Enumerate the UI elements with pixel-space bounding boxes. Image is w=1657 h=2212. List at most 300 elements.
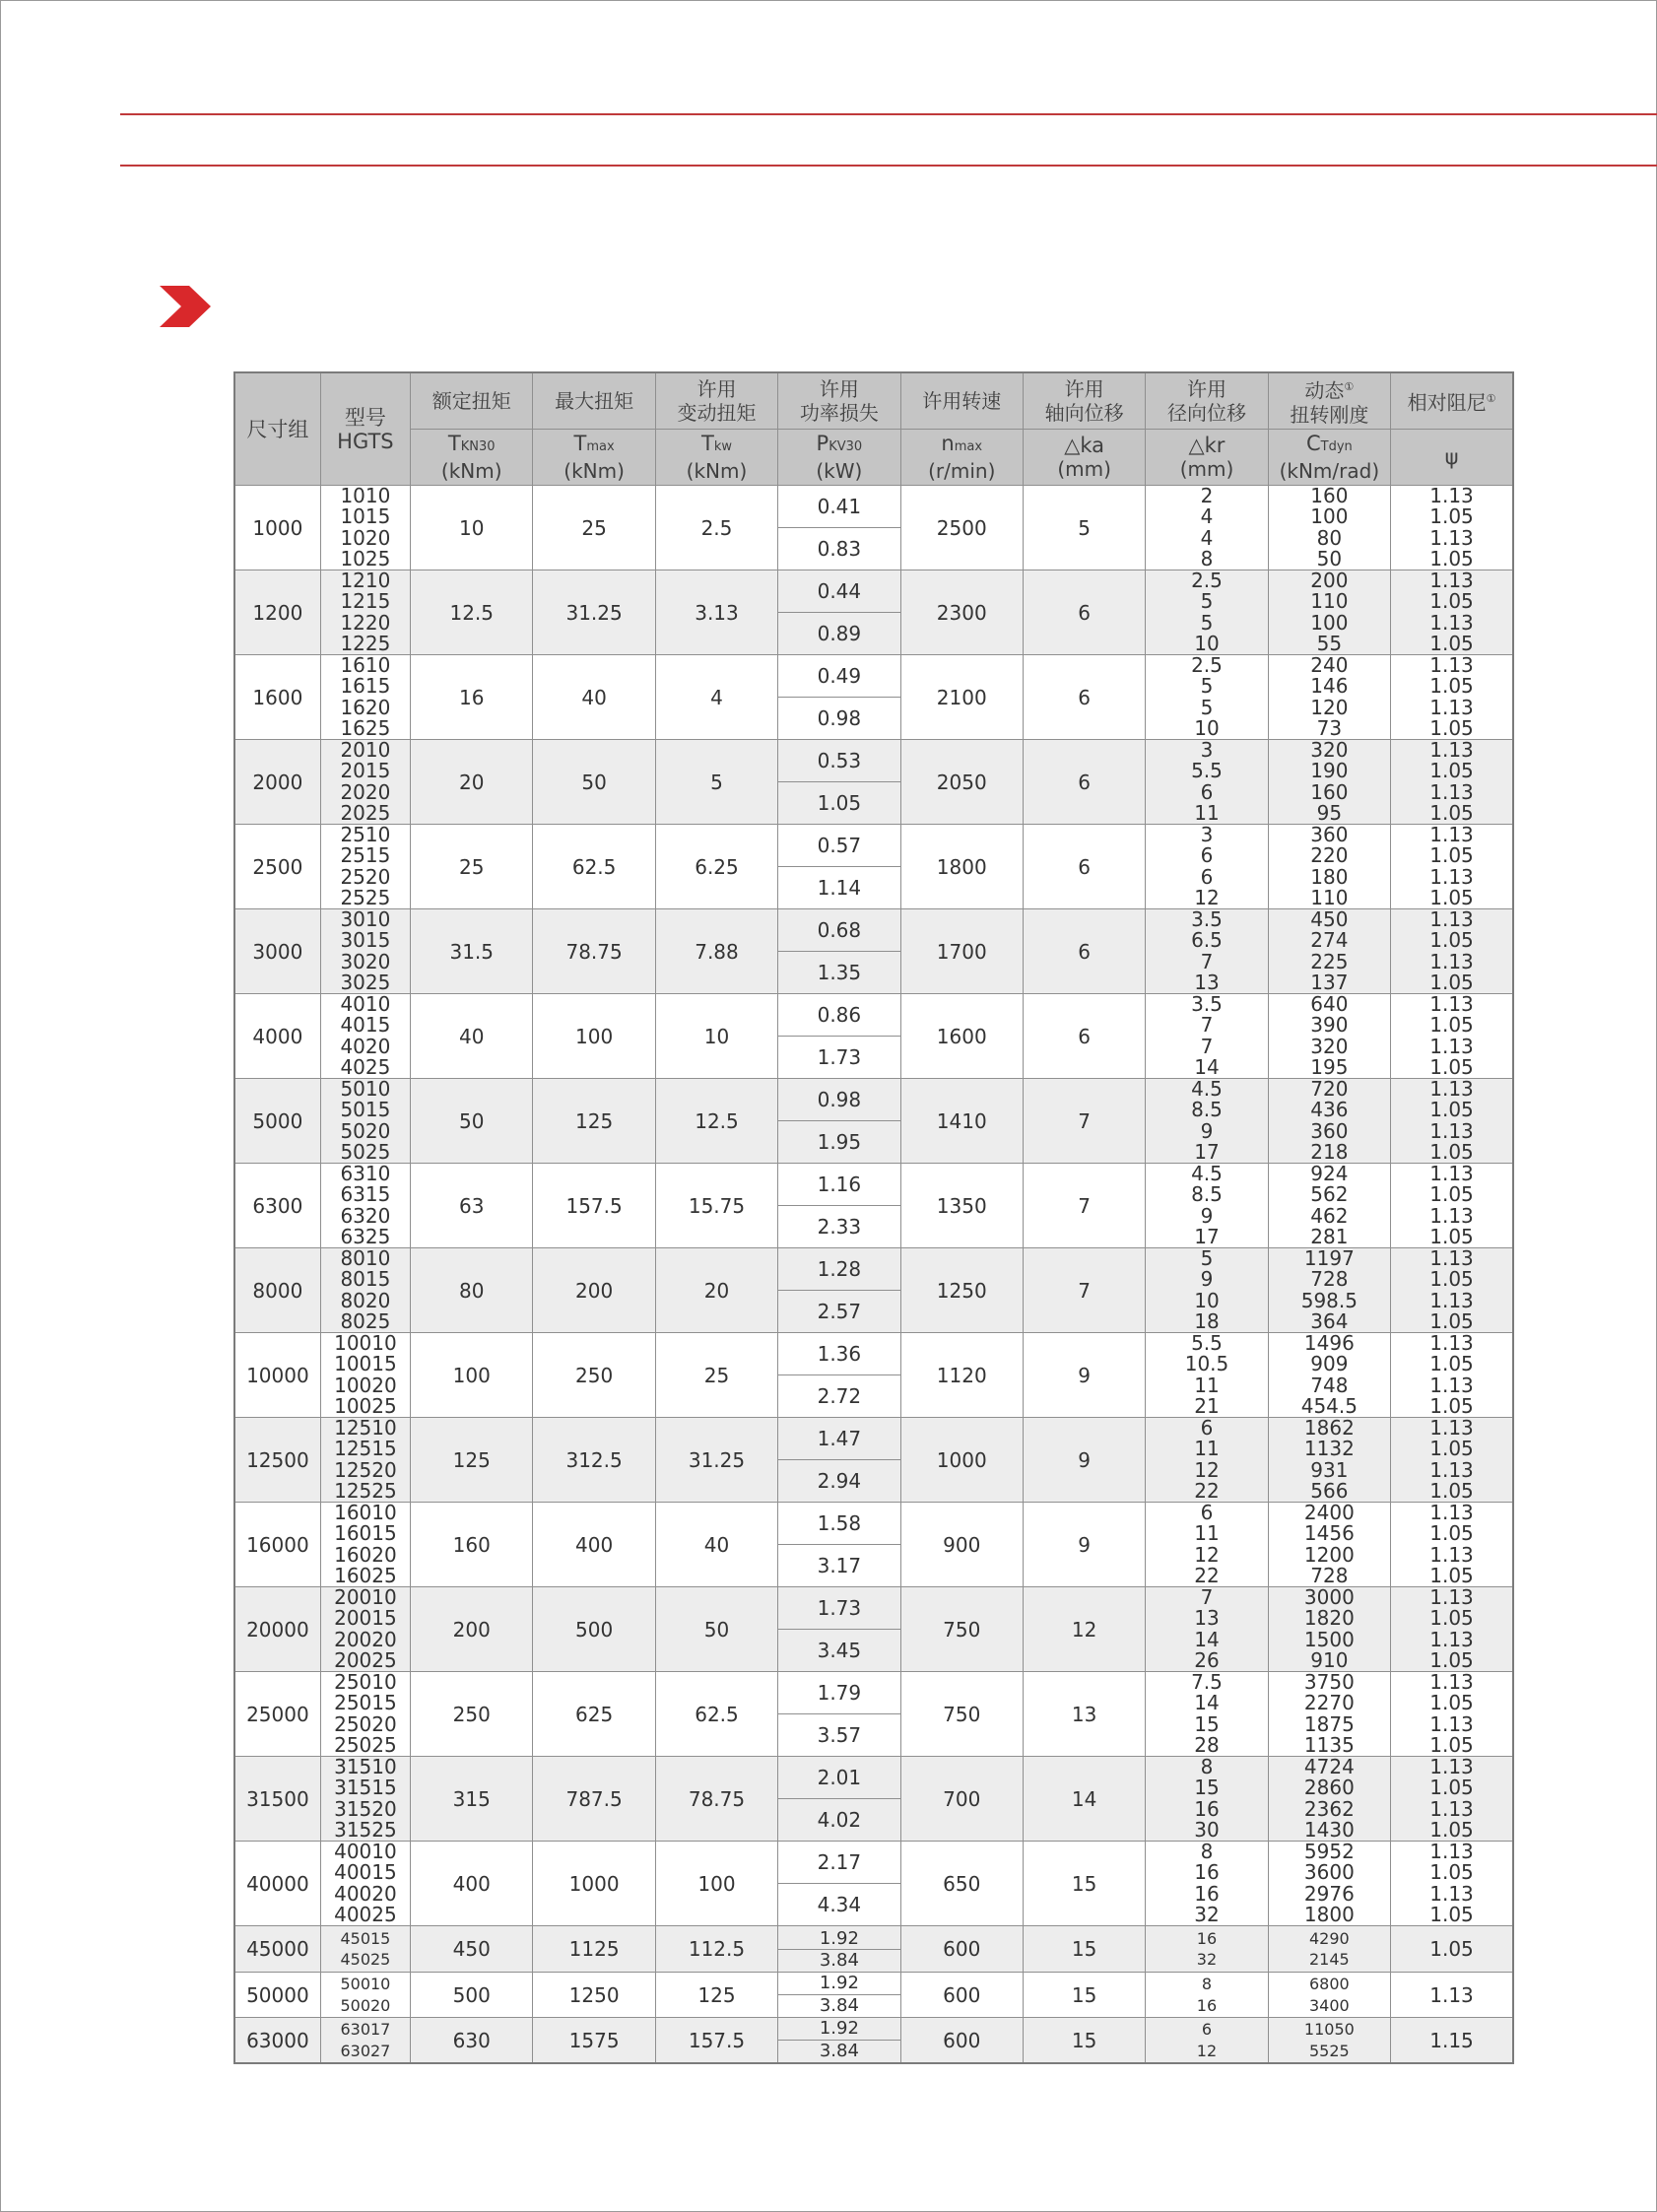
stiffness-cell	[1268, 1842, 1390, 1926]
power-loss-cell	[778, 994, 900, 1079]
axial-cell: 6	[1023, 655, 1145, 740]
max-torque-cell: 312.5	[533, 1418, 655, 1503]
model-cell-line: 1220	[340, 610, 391, 635]
radial-cell-line: 13	[1194, 970, 1220, 994]
power-loss-value: 1.79	[778, 1672, 899, 1714]
damping-cell-line: 1.13	[1429, 1163, 1474, 1185]
radial-cell-line: 8	[1200, 546, 1214, 570]
damping-cell	[1391, 1164, 1513, 1248]
model-cell-line: 16020	[334, 1542, 397, 1567]
size-group-cell: 10000	[234, 1333, 320, 1418]
unit-alt: Tkw (kNm)	[655, 430, 777, 486]
speed-cell: 1800	[900, 825, 1023, 909]
damping-cell-line: 1.13	[1429, 610, 1474, 635]
radial-cell-line: 32	[1194, 1902, 1220, 1926]
stiffness-cell-line: 454.5	[1300, 1393, 1358, 1418]
model-cell-line: 12525	[334, 1478, 397, 1503]
damping-cell	[1391, 1587, 1513, 1672]
size-group-cell: 2500	[234, 825, 320, 909]
unit-stiffness: CTdyn (kNm/rad)	[1268, 430, 1390, 486]
unit-damping: ψ	[1391, 430, 1513, 486]
radial-cell-line: 3	[1200, 824, 1214, 846]
damping-cell: 1.15	[1391, 2018, 1513, 2064]
model-cell	[320, 1926, 410, 1973]
stiffness-cell-line: 225	[1310, 949, 1349, 973]
radial-cell-line: 7	[1200, 1013, 1214, 1038]
damping-cell	[1391, 655, 1513, 740]
alt-torque-cell: 7.88	[655, 909, 777, 994]
radial-cell-line: 15	[1194, 1711, 1220, 1736]
speed-cell: 1250	[900, 1248, 1023, 1333]
speed-cell: 1600	[900, 994, 1023, 1079]
model-cell-line: 20025	[334, 1647, 397, 1672]
size-group-cell: 2000	[234, 740, 320, 825]
table-row	[234, 1418, 1513, 1503]
power-loss-cell	[778, 740, 900, 825]
stiffness-cell-line: 160	[1310, 779, 1349, 804]
model-cell-line: 1625	[340, 715, 391, 740]
damping-cell-line: 1.13	[1429, 1034, 1474, 1058]
power-loss-value: 0.89	[817, 622, 862, 645]
model-cell-line: 1225	[340, 631, 391, 655]
damping-cell-line: 1.13	[1429, 908, 1474, 931]
power-loss-cell	[778, 1164, 900, 1248]
stiffness-cell	[1268, 1248, 1390, 1333]
stiffness-cell-line: 1430	[1303, 1817, 1355, 1842]
table-row	[234, 486, 1513, 570]
rated-torque-cell: 200	[411, 1587, 533, 1672]
power-loss-value: 3.84	[819, 1995, 859, 2016]
max-torque-cell: 62.5	[533, 825, 655, 909]
power-loss-value: 0.44	[778, 570, 899, 613]
alt-torque-cell: 31.25	[655, 1418, 777, 1503]
radial-cell-line: 3.5	[1191, 908, 1223, 931]
model-cell-line: 10020	[334, 1373, 397, 1397]
power-loss-value: 3.45	[817, 1639, 862, 1662]
damping-cell	[1391, 486, 1513, 570]
power-loss-cell	[778, 486, 900, 570]
rated-torque-cell: 25	[411, 825, 533, 909]
model-cell	[320, 1079, 410, 1164]
damping-cell-line: 1.05	[1429, 1267, 1474, 1292]
model-cell-line: 8020	[340, 1288, 391, 1312]
alt-torque-cell: 100	[655, 1842, 777, 1926]
model-cell	[320, 1842, 410, 1926]
stiffness-cell-line: 11050	[1303, 2019, 1355, 2039]
table-row	[234, 1164, 1513, 1248]
stiffness-cell-line: 240	[1310, 654, 1349, 677]
stiffness-cell-line: 3400	[1309, 1995, 1350, 2015]
damping-cell	[1391, 1672, 1513, 1757]
damping-cell-line: 1.13	[1429, 1586, 1474, 1609]
model-cell-line: 1210	[340, 570, 391, 592]
stiffness-cell	[1268, 1973, 1390, 2018]
radial-cell	[1146, 655, 1268, 740]
stiffness-cell-line: 436	[1310, 1098, 1349, 1122]
power-loss-cell	[778, 655, 900, 740]
damping-cell	[1391, 1757, 1513, 1842]
damping-cell: 1.05	[1391, 1926, 1513, 1973]
radial-cell	[1146, 2018, 1268, 2064]
damping-cell-line: 1.05	[1429, 1478, 1474, 1503]
rated-torque-cell: 630	[411, 2018, 533, 2064]
model-cell	[320, 1973, 410, 2018]
damping-cell	[1391, 1333, 1513, 1418]
alt-torque-cell: 5	[655, 740, 777, 825]
radial-cell-line: 5	[1200, 1247, 1214, 1270]
stiffness-cell-line: 4290	[1309, 1928, 1350, 1948]
col-stiffness: 动态① 扭转刚度	[1268, 372, 1390, 430]
col-max-torque: 最大扭矩	[533, 372, 655, 430]
model-cell-line: 2525	[340, 885, 391, 909]
model-cell	[320, 1672, 410, 1757]
damping-cell-line: 1.05	[1429, 843, 1474, 868]
power-loss-cell	[778, 1333, 900, 1418]
max-torque-cell: 25	[533, 486, 655, 570]
model-cell-line: 6320	[340, 1203, 391, 1228]
axial-cell: 7	[1023, 1164, 1145, 1248]
stiffness-cell-line: 909	[1310, 1352, 1349, 1376]
radial-cell	[1146, 1757, 1268, 1842]
damping-cell-line: 1.13	[1429, 1627, 1474, 1651]
max-torque-cell: 31.25	[533, 570, 655, 655]
speed-cell: 1350	[900, 1164, 1023, 1248]
damping-cell-line: 1.05	[1429, 1139, 1474, 1164]
damping-cell-line: 1.05	[1429, 631, 1474, 655]
damping-cell-line: 1.05	[1429, 1606, 1474, 1631]
radial-cell-line: 32	[1196, 1950, 1218, 1969]
model-cell	[320, 994, 410, 1079]
model-cell-line: 10025	[334, 1393, 397, 1418]
damping-cell-line: 1.13	[1429, 1417, 1474, 1440]
model-cell-line: 1020	[340, 525, 391, 550]
radial-cell	[1146, 1973, 1268, 2018]
model-cell-line: 4025	[340, 1054, 391, 1079]
radial-cell-line: 5	[1200, 589, 1214, 614]
damping-cell-line: 1.13	[1429, 1841, 1474, 1863]
stiffness-cell-line: 924	[1310, 1163, 1349, 1185]
power-loss-value: 0.98	[778, 1079, 899, 1121]
damping-cell-line: 1.05	[1429, 1563, 1474, 1587]
stiffness-cell-line: 640	[1310, 993, 1349, 1016]
stiffness-cell-line: 6800	[1309, 1974, 1350, 1993]
axial-cell: 7	[1023, 1248, 1145, 1333]
power-loss-value: 2.94	[817, 1469, 862, 1493]
damping-cell-line: 1.05	[1429, 546, 1474, 570]
radial-cell-line: 17	[1194, 1224, 1220, 1248]
radial-cell-line: 5.5	[1191, 1332, 1223, 1355]
stiffness-cell-line: 73	[1316, 715, 1343, 740]
stiffness-cell-line: 2860	[1303, 1776, 1355, 1800]
radial-cell-line: 16	[1194, 1881, 1220, 1906]
model-cell-line: 3025	[340, 970, 391, 994]
power-loss-value: 4.02	[817, 1808, 862, 1832]
radial-cell	[1146, 825, 1268, 909]
radial-cell-line: 7	[1200, 1034, 1214, 1058]
damping-cell-line: 1.05	[1429, 715, 1474, 740]
radial-cell-line: 6	[1200, 864, 1214, 889]
stiffness-cell-line: 360	[1310, 1118, 1349, 1143]
axial-cell: 15	[1023, 1926, 1145, 1973]
table-row	[234, 1333, 1513, 1418]
model-cell-line: 6310	[340, 1163, 391, 1185]
power-loss-value: 1.36	[778, 1333, 899, 1375]
col-damping: 相对阻尼①	[1391, 372, 1513, 430]
stiffness-cell	[1268, 740, 1390, 825]
model-cell-line: 6315	[340, 1182, 391, 1207]
model-cell-line: 1610	[340, 654, 391, 677]
alt-torque-cell: 20	[655, 1248, 777, 1333]
stiffness-cell-line: 320	[1310, 739, 1349, 762]
model-cell	[320, 655, 410, 740]
radial-cell-line: 6	[1200, 1502, 1214, 1524]
model-cell-line: 2025	[340, 800, 391, 825]
radial-cell-line: 2.5	[1191, 654, 1223, 677]
stiffness-cell-line: 137	[1310, 970, 1349, 994]
radial-cell	[1146, 1926, 1268, 1973]
stiffness-cell-line: 1496	[1303, 1332, 1355, 1355]
model-cell	[320, 1164, 410, 1248]
stiffness-cell-line: 1135	[1303, 1732, 1355, 1757]
power-loss-value: 1.28	[778, 1248, 899, 1291]
speed-cell: 750	[900, 1672, 1023, 1757]
stiffness-cell	[1268, 825, 1390, 909]
damping-cell-line: 1.05	[1429, 1817, 1474, 1842]
stiffness-cell-line: 274	[1310, 928, 1349, 953]
model-cell-line: 20015	[334, 1606, 397, 1631]
stiffness-cell-line: 55	[1316, 631, 1343, 655]
size-group-cell: 3000	[234, 909, 320, 994]
damping-cell-line: 1.05	[1429, 674, 1474, 699]
radial-cell	[1146, 1418, 1268, 1503]
power-loss-cell	[778, 1973, 900, 2018]
radial-cell-line: 4.5	[1191, 1078, 1223, 1101]
damping-cell	[1391, 570, 1513, 655]
size-group-cell: 31500	[234, 1757, 320, 1842]
model-cell	[320, 1757, 410, 1842]
table-row	[234, 1973, 1513, 2018]
damping-cell-line: 1.05	[1429, 1437, 1474, 1461]
rated-torque-cell: 80	[411, 1248, 533, 1333]
radial-cell-line: 21	[1194, 1393, 1220, 1418]
axial-cell: 6	[1023, 994, 1145, 1079]
rated-torque-cell: 400	[411, 1842, 533, 1926]
model-cell-line: 5010	[340, 1078, 391, 1101]
model-cell-line: 40020	[334, 1881, 397, 1906]
max-torque-cell: 787.5	[533, 1757, 655, 1842]
stiffness-cell-line: 450	[1310, 908, 1349, 931]
power-loss-value: 1.92	[778, 1928, 899, 1950]
damping-cell	[1391, 1248, 1513, 1333]
model-cell	[320, 909, 410, 994]
radial-cell-line: 11	[1194, 800, 1220, 825]
stiffness-cell-line: 728	[1310, 1563, 1349, 1587]
axial-cell: 6	[1023, 570, 1145, 655]
alt-torque-cell: 112.5	[655, 1926, 777, 1973]
radial-cell-line: 13	[1194, 1606, 1220, 1631]
power-loss-cell	[778, 1587, 900, 1672]
model-cell-line: 3010	[340, 908, 391, 931]
radial-cell-line: 11	[1194, 1521, 1220, 1546]
damping-cell-line: 1.13	[1429, 485, 1474, 507]
stiffness-cell	[1268, 1672, 1390, 1757]
speed-cell: 1700	[900, 909, 1023, 994]
model-cell-line: 2020	[340, 779, 391, 804]
damping-cell-line: 1.13	[1429, 1711, 1474, 1736]
stiffness-cell-line: 4724	[1303, 1756, 1355, 1778]
radial-cell-line: 5.5	[1191, 759, 1223, 783]
damping-cell-line: 1.13	[1429, 1542, 1474, 1567]
damping-cell-line: 1.13	[1429, 695, 1474, 719]
damping-cell-line: 1.13	[1429, 1502, 1474, 1524]
radial-cell-line: 14	[1194, 1627, 1220, 1651]
stiffness-cell-line: 195	[1310, 1054, 1349, 1079]
alt-torque-cell: 12.5	[655, 1079, 777, 1164]
rated-torque-cell: 63	[411, 1164, 533, 1248]
damping-cell-line: 1.05	[1429, 1098, 1474, 1122]
stiffness-cell-line: 5525	[1309, 2041, 1350, 2060]
radial-cell-line: 15	[1194, 1776, 1220, 1800]
damping-cell-line: 1.13	[1429, 525, 1474, 550]
model-cell-line: 8010	[340, 1247, 391, 1270]
radial-cell-line: 10	[1194, 715, 1220, 740]
model-cell-line: 8015	[340, 1267, 391, 1292]
damping-cell	[1391, 1503, 1513, 1587]
max-torque-cell: 400	[533, 1503, 655, 1587]
power-loss-value: 0.41	[778, 486, 899, 528]
rated-torque-cell: 16	[411, 655, 533, 740]
stiffness-cell-line: 110	[1310, 589, 1349, 614]
speed-cell: 1410	[900, 1079, 1023, 1164]
table-row	[234, 825, 1513, 909]
power-loss-cell	[778, 1672, 900, 1757]
rated-torque-cell: 160	[411, 1503, 533, 1587]
model-cell-line: 40015	[334, 1860, 397, 1885]
damping-cell	[1391, 1418, 1513, 1503]
size-group-cell: 6300	[234, 1164, 320, 1248]
damping-cell-line: 1.13	[1429, 739, 1474, 762]
radial-cell-line: 3	[1200, 739, 1214, 762]
spec-table-body	[234, 486, 1513, 2064]
damping-cell-line: 1.13	[1429, 1756, 1474, 1778]
alt-torque-cell: 10	[655, 994, 777, 1079]
stiffness-cell-line: 1200	[1303, 1542, 1355, 1567]
model-cell	[320, 570, 410, 655]
max-torque-cell: 250	[533, 1333, 655, 1418]
damping-cell-line: 1.05	[1429, 1182, 1474, 1207]
stiffness-cell-line: 3000	[1303, 1586, 1355, 1609]
rated-torque-cell: 450	[411, 1926, 533, 1973]
radial-cell	[1146, 486, 1268, 570]
stiffness-cell-line: 728	[1310, 1267, 1349, 1292]
radial-cell-line: 16	[1196, 1928, 1218, 1948]
radial-cell-line: 28	[1194, 1732, 1220, 1757]
axial-cell: 6	[1023, 740, 1145, 825]
power-loss-cell	[778, 570, 900, 655]
size-group-cell: 20000	[234, 1587, 320, 1672]
size-group-cell: 5000	[234, 1079, 320, 1164]
max-torque-cell: 500	[533, 1587, 655, 1672]
damping-cell-line: 1.05	[1429, 1308, 1474, 1333]
alt-torque-cell: 125	[655, 1973, 777, 2018]
axial-cell: 7	[1023, 1079, 1145, 1164]
stiffness-cell	[1268, 1164, 1390, 1248]
alt-torque-cell: 6.25	[655, 825, 777, 909]
size-group-cell: 12500	[234, 1418, 320, 1503]
damping-cell-line: 1.13	[1429, 654, 1474, 677]
stiffness-cell-line: 931	[1310, 1457, 1349, 1482]
alt-torque-cell: 78.75	[655, 1757, 777, 1842]
axial-cell: 15	[1023, 2018, 1145, 2064]
table-row	[234, 1079, 1513, 1164]
model-cell-line: 2520	[340, 864, 391, 889]
stiffness-cell-line: 1820	[1303, 1606, 1355, 1631]
radial-cell-line: 11	[1194, 1373, 1220, 1397]
damping-cell-line: 1.13	[1429, 1796, 1474, 1821]
radial-cell-line: 6	[1200, 843, 1214, 868]
radial-cell	[1146, 1587, 1268, 1672]
model-cell-line: 25010	[334, 1671, 397, 1694]
damping-cell	[1391, 740, 1513, 825]
table-row	[234, 2018, 1513, 2064]
model-cell-line: 5025	[340, 1139, 391, 1164]
col-axial: 许用 轴向位移	[1023, 372, 1145, 430]
power-loss-cell	[778, 1842, 900, 1926]
model-cell-line: 20020	[334, 1627, 397, 1651]
unit-speed: nmax (r/min)	[900, 430, 1023, 486]
unit-rated: TKN30 (kNm)	[411, 430, 533, 486]
power-loss-value: 3.57	[817, 1723, 862, 1747]
size-group-cell: 1200	[234, 570, 320, 655]
table-row	[234, 1587, 1513, 1672]
stiffness-cell-line: 146	[1310, 674, 1349, 699]
speed-cell: 600	[900, 1973, 1023, 2018]
stiffness-cell-line: 160	[1310, 485, 1349, 507]
size-group-cell: 8000	[234, 1248, 320, 1333]
model-cell-line: 4010	[340, 993, 391, 1016]
radial-cell	[1146, 1333, 1268, 1418]
radial-cell-line: 16	[1194, 1796, 1220, 1821]
stiffness-cell-line: 364	[1310, 1308, 1349, 1333]
stiffness-cell	[1268, 1587, 1390, 1672]
table-row	[234, 1248, 1513, 1333]
speed-cell: 2500	[900, 486, 1023, 570]
damping-cell-line: 1.13	[1429, 1332, 1474, 1355]
damping-cell-line: 1.13	[1429, 864, 1474, 889]
alt-torque-cell: 2.5	[655, 486, 777, 570]
table-row	[234, 570, 1513, 655]
stiffness-cell-line: 1800	[1303, 1902, 1355, 1926]
damping-cell-line: 1.05	[1429, 1732, 1474, 1757]
model-cell-line: 16010	[334, 1502, 397, 1524]
power-loss-value: 1.58	[778, 1503, 899, 1545]
stiffness-cell-line: 562	[1310, 1182, 1349, 1207]
rated-torque-cell: 10	[411, 486, 533, 570]
model-cell-line: 1025	[340, 546, 391, 570]
damping-cell-line: 1.13	[1429, 824, 1474, 846]
rated-torque-cell: 315	[411, 1757, 533, 1842]
stiffness-cell-line: 1456	[1303, 1521, 1355, 1546]
table-row	[234, 1926, 1513, 1973]
power-loss-value: 2.01	[778, 1757, 899, 1799]
axial-cell: 6	[1023, 909, 1145, 994]
radial-cell-line: 4.5	[1191, 1163, 1223, 1185]
model-cell-line: 5015	[340, 1098, 391, 1122]
model-cell-line: 63017	[340, 2019, 391, 2039]
damping-cell-line: 1.13	[1429, 779, 1474, 804]
radial-cell	[1146, 1248, 1268, 1333]
model-cell-line: 20010	[334, 1586, 397, 1609]
